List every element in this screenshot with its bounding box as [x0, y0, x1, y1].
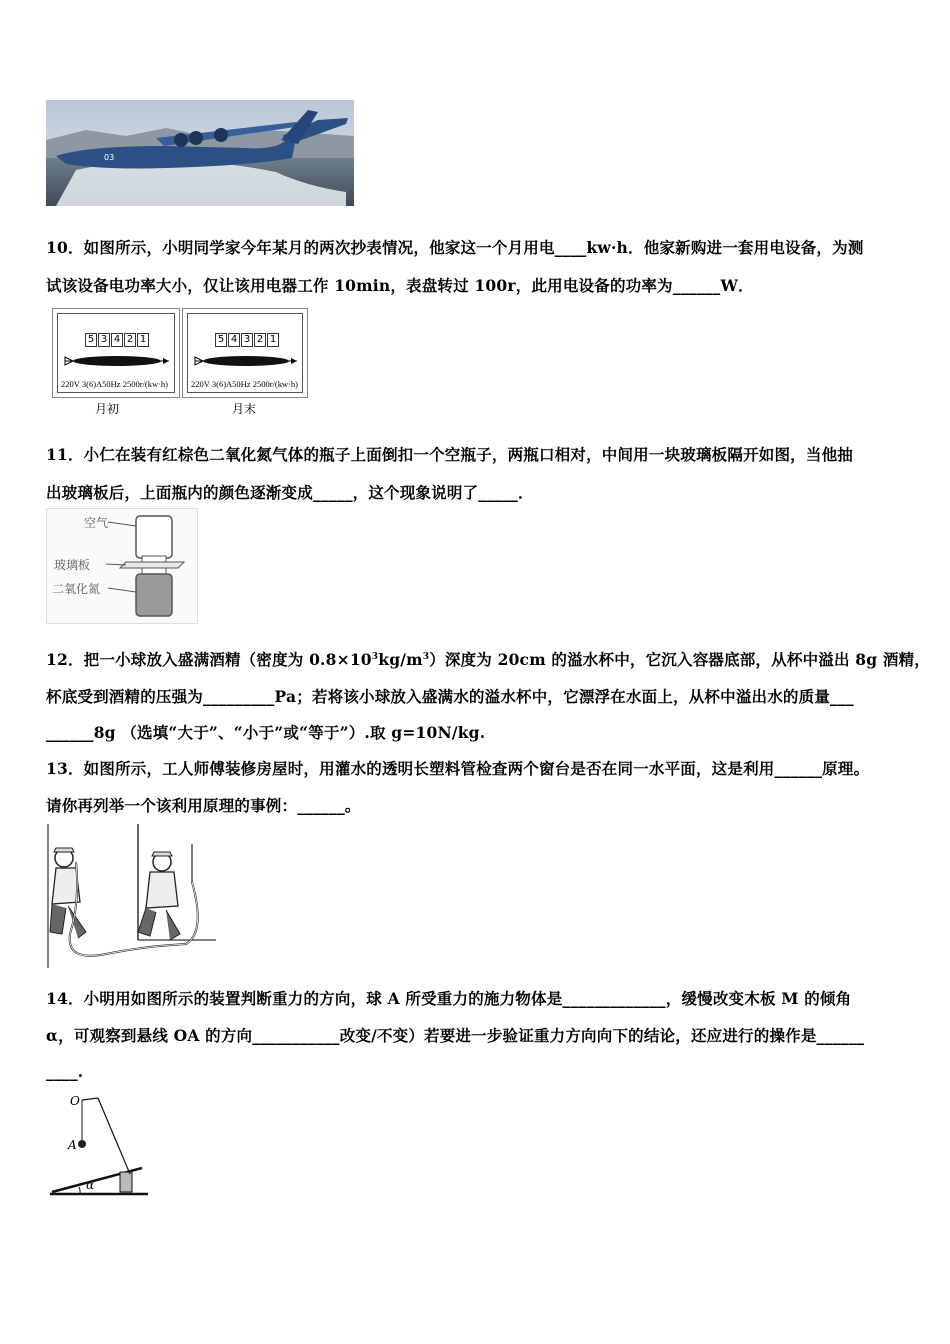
- svg-text:03: 03: [104, 153, 115, 162]
- label-no2: 二氧化氮: [52, 582, 101, 596]
- meter-start: [52, 308, 180, 398]
- q11-line2: 出玻璃板后，上面瓶内的颜色逐渐变成_____，这个现象说明了_____．: [46, 483, 534, 502]
- digit: 3: [98, 333, 110, 347]
- digit: 4: [111, 333, 123, 347]
- q14-line2: α，可观察到悬线 OA 的方向___________改变/不变）若要进一步验证重力方向向下的结论，还应进行的操作是______: [46, 1026, 865, 1045]
- q12-line1: [46, 648, 930, 670]
- label-alpha: α: [86, 1178, 95, 1192]
- label-air: 空气: [84, 516, 109, 530]
- digit: 2: [124, 333, 136, 347]
- meter-end-digits: [215, 333, 280, 347]
- digit: 2: [254, 333, 266, 347]
- q12-text: kg/m: [378, 650, 423, 669]
- meter-start-digits: [85, 333, 150, 347]
- q10-line1: 10．如图所示，小明同学家今年某月的两次抄表情况，他家这一个月用电____kw·h．他家新购进一套用电设备，为测: [46, 238, 864, 257]
- digit: 5: [215, 333, 227, 347]
- q14-line3: ____.: [46, 1062, 84, 1081]
- diffusion-figure: [46, 508, 198, 624]
- label-a: A: [68, 1138, 77, 1152]
- q11-line1: 11．小仁在装有红棕色二氧化氮气体的瓶子上面倒扣一个空瓶子，两瓶口相对，中间用一块玻璃板隔开如图，当他抽: [46, 445, 853, 464]
- meter-start-caption: 月初: [95, 402, 120, 416]
- gravity-direction-figure: [46, 1090, 150, 1198]
- digit: 5: [85, 333, 97, 347]
- label-glass-plate: 玻璃板: [54, 558, 91, 572]
- seaplane-photo: [46, 100, 354, 206]
- q13-line2: 请你再列举一个该利用原理的事例：______。: [46, 796, 361, 815]
- digit: 1: [267, 333, 279, 347]
- q12-text: 12．把一小球放入盛满酒精（密度为 0.8×10: [46, 650, 372, 669]
- meter-disc-icon: [63, 353, 171, 369]
- meter-disc-icon: [193, 353, 299, 369]
- meter-end-spec: 220V 3(6)A50Hz 2500r/(kw·h): [191, 379, 299, 389]
- meter-end: [182, 308, 308, 398]
- superscript: 3: [422, 651, 430, 662]
- q12-text: ）深度为 20cm 的溢水杯中，它沉入容器底部，从杯中溢出 8g 酒精，: [429, 650, 931, 669]
- water-level-figure: [46, 822, 218, 970]
- label-o: O: [70, 1094, 80, 1108]
- q10-line2: 试该设备电功率大小，仅让该用电器工作 10min，表盘转过 100r，此用电设备的功率为______W．: [46, 276, 754, 295]
- q13-line1: 13．如图所示，工人师傅装修房屋时，用灌水的透明长塑料管检查两个窗台是否在同一水平面，这是利用______原理。: [46, 759, 870, 778]
- q14-line1: 14．小明用如图所示的装置判断重力的方向，球 A 所受重力的施力物体是_____________，缓慢改变木板 M 的倾角: [46, 989, 852, 1008]
- digit: 1: [137, 333, 149, 347]
- q12-line2: 杯底受到酒精的压强为_________Pa；若将该小球放入盛满水的溢水杯中，它漂浮在水面上，从杯中溢出水的质量___: [46, 687, 854, 706]
- meter-end-caption: 月末: [232, 402, 257, 416]
- q12-line3: ______8g （选填“大于”、“小于”或“等于”）.取 g=10N/kg.: [46, 723, 486, 742]
- superscript: 3: [371, 651, 379, 662]
- digit: 3: [241, 333, 253, 347]
- meter-start-spec: 220V 3(6)A50Hz 2500r/(kw·h): [61, 379, 169, 389]
- digit: 4: [228, 333, 240, 347]
